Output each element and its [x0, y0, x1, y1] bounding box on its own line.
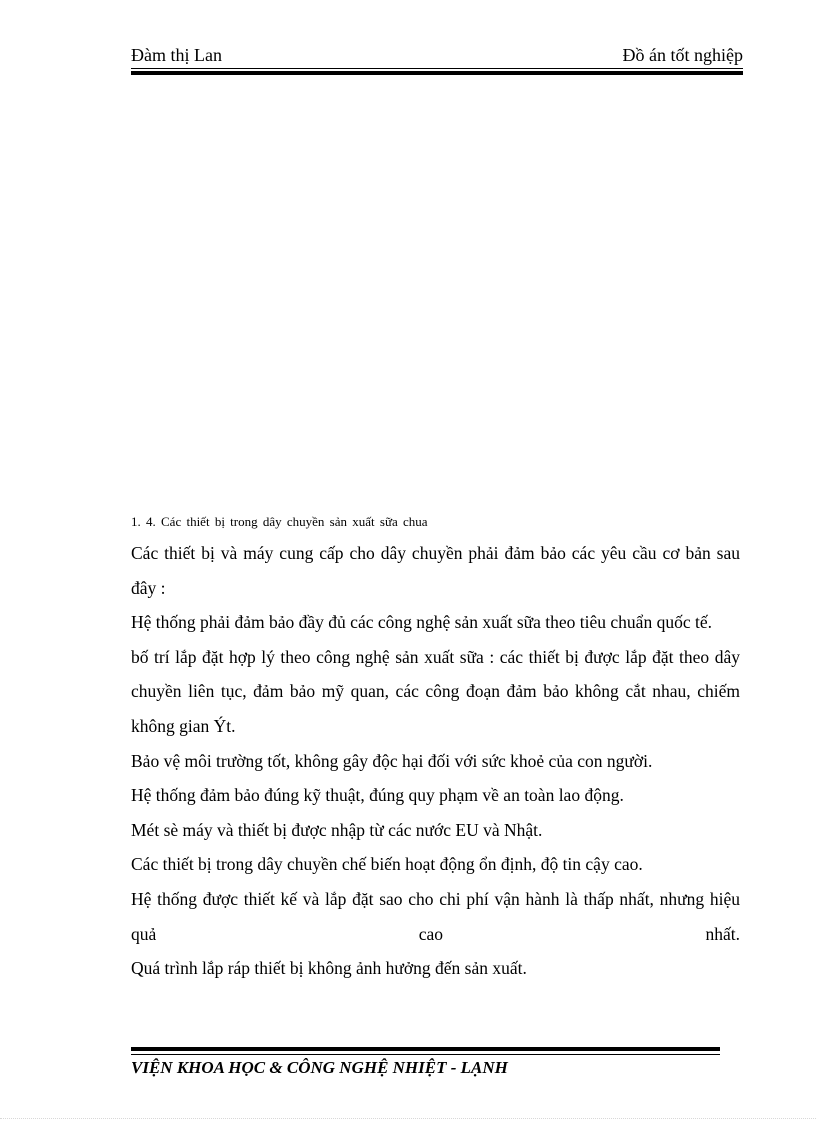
- paragraph-assembly: Quá trình lắp ráp thiết bị không ảnh hưởng đến sản xuất.: [131, 958, 527, 979]
- section-heading: 1. 4. Các thiết bị trong dây chuyền sản xuất sữa chua: [131, 514, 428, 529]
- header-rule-thick: [131, 71, 743, 75]
- paragraph-requirements-intro: Các thiết bị và máy cung cấp cho dây chuyền phải đảm bảo các yêu cầu cơ bản sau đây :: [131, 543, 740, 598]
- paragraph-cost: Hệ thống được thiết kế và lắp đặt sao cho chi phí vận hành là thấp nhất, nhưng hiệu quả cao nhất.: [131, 888, 740, 944]
- page-bottom-border: [0, 1118, 816, 1120]
- header-doc-type: Đồ án tốt nghiệp: [622, 45, 743, 65]
- footer-rule-thick: [131, 1047, 720, 1051]
- page-header: [131, 44, 743, 66]
- paragraph-safety: Hệ thống đảm bảo đúng kỹ thuật, đúng quy phạm về an toàn lao động.: [131, 785, 624, 806]
- header-rule-thin: [131, 68, 743, 69]
- footer-rule-thin: [131, 1054, 720, 1055]
- paragraph-layout: bố trí lắp đặt hợp lý theo công nghệ sản xuất sữa : các thiết bị được lắp đặt theo dây chuyền liên tục, đảm bảo mỹ quan, các công đoạn đảm bảo không cắt nhau, chiếm không gian Ýt.: [131, 646, 740, 736]
- header-author: Đàm thị Lan: [131, 45, 222, 65]
- paragraph-environment: Bảo vệ môi trường tốt, không gây độc hại đối với sức khoẻ của con người.: [131, 750, 653, 771]
- footer-institute: VIỆN KHOA HỌC & CÔNG NGHỆ NHIỆT - LẠNH: [131, 1058, 508, 1077]
- paragraph-stability: Các thiết bị trong dây chuyền chế biến hoạt động ổn định, độ tin cậy cao.: [131, 854, 643, 875]
- main-content: [131, 512, 740, 986]
- paragraph-technology-standard: Hệ thống phải đảm bảo đầy đủ các công nghệ sản xuất sữa theo tiêu chuẩn quốc tế.: [131, 612, 712, 633]
- paragraph-imported: Mét sè máy và thiết bị được nhập từ các nước EU và Nhật.: [131, 819, 543, 840]
